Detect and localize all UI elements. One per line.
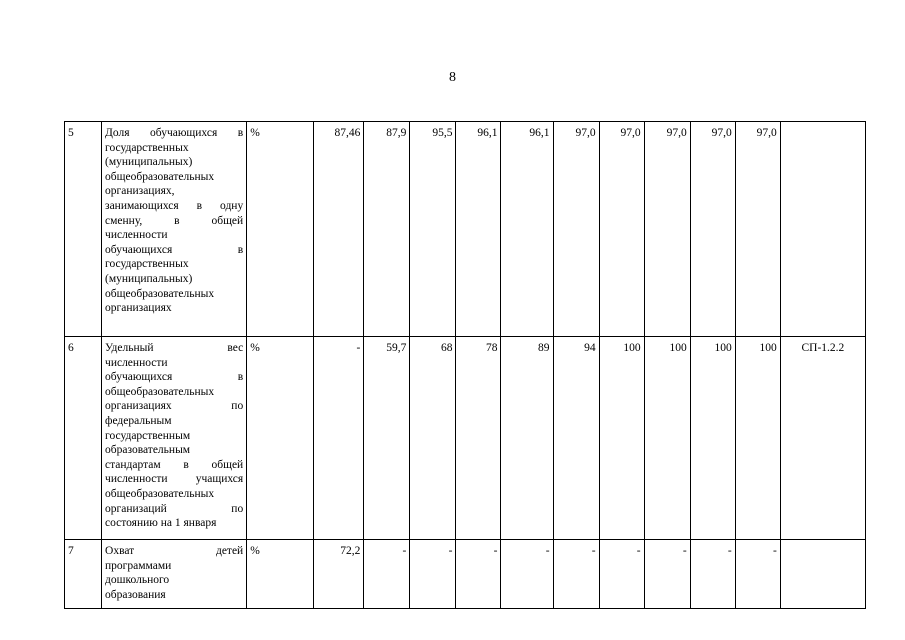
value-cell: 97,0 [599, 122, 644, 337]
indicator-name-line: численности [105, 229, 168, 242]
value-cell: 96,1 [501, 122, 553, 337]
indicator-name-line: состоянию на 1 января [105, 517, 217, 530]
indicator-name-line: обучающихся в [105, 371, 244, 384]
indicator-name-line: организациях по [105, 400, 244, 413]
table-row [65, 122, 866, 337]
indicator-name-line: численности учащихся [105, 473, 244, 486]
indicator-name-line: занимающихся в одну [105, 199, 244, 212]
value-cell: - [410, 540, 456, 609]
value-cell: - [314, 337, 364, 540]
value-cell: 72,2 [314, 540, 364, 609]
reference-cell: СП-1.2.2 [780, 337, 865, 540]
indicator-name-line: общеобразовательных [105, 487, 215, 500]
value-cell: 97,0 [644, 122, 690, 337]
unit-cell: % [247, 337, 314, 540]
table-row [65, 540, 866, 609]
indicator-name-line: стандартам в общей [105, 458, 244, 471]
row-number: 6 [65, 337, 102, 540]
value-cell: 87,9 [364, 122, 410, 337]
indicator-name-line: организациях [105, 302, 172, 315]
value-cell: 87,46 [314, 122, 364, 337]
value-cell: 100 [735, 337, 780, 540]
value-cell: 100 [644, 337, 690, 540]
row-number: 5 [65, 122, 102, 337]
value-cell: - [690, 540, 735, 609]
indicator-name-line: общеобразовательных [105, 170, 215, 183]
indicator-name [102, 540, 247, 609]
value-cell: - [599, 540, 644, 609]
table-row [65, 337, 866, 540]
indicator-name-line: Удельный вес [105, 342, 244, 354]
indicator-name-line: государственных [105, 258, 189, 271]
value-cell: 100 [599, 337, 644, 540]
reference-cell [780, 540, 865, 609]
value-cell: - [644, 540, 690, 609]
unit-cell: % [247, 540, 314, 609]
indicator-name-line: общеобразовательных [105, 385, 215, 398]
value-cell: 97,0 [553, 122, 599, 337]
value-cell: 97,0 [735, 122, 780, 337]
indicator-name-line: программами [105, 559, 172, 572]
indicator-name-line: государственных [105, 141, 189, 154]
indicator-name-line: общеобразовательных [105, 287, 215, 300]
value-cell: 94 [553, 337, 599, 540]
value-cell: - [501, 540, 553, 609]
value-cell: 95,5 [410, 122, 456, 337]
value-cell: - [553, 540, 599, 609]
page-number: 8 [449, 70, 456, 85]
value-cell: - [364, 540, 410, 609]
value-cell: 78 [456, 337, 501, 540]
reference-cell [780, 122, 865, 337]
indicator-name [102, 122, 247, 337]
indicator-name-line: федеральным [105, 414, 172, 427]
indicators-table [64, 121, 866, 609]
indicator-name-line: дошкольного [105, 574, 170, 587]
value-cell: 59,7 [364, 337, 410, 540]
value-cell: - [456, 540, 501, 609]
unit-cell: % [247, 122, 314, 337]
value-cell: 96,1 [456, 122, 501, 337]
indicator-name-line: государственным [105, 429, 191, 442]
value-cell: 89 [501, 337, 553, 540]
indicator-name-line: организациях, [105, 185, 175, 198]
indicator-name-line: обучающихся в [105, 243, 244, 256]
indicator-name-line: численности [105, 356, 168, 369]
row-number: 7 [65, 540, 102, 609]
value-cell: - [735, 540, 780, 609]
indicator-name-line: организаций по [105, 502, 244, 515]
indicator-name-line: Охват детей [105, 545, 244, 557]
value-cell: 100 [690, 337, 735, 540]
value-cell: 97,0 [690, 122, 735, 337]
indicator-name-line: (муниципальных) [105, 272, 193, 285]
indicator-name-line: сменну, в общей [105, 214, 244, 227]
value-cell: 68 [410, 337, 456, 540]
indicator-name-line: Доля обучающихся в [105, 127, 244, 139]
indicator-name-line: (муниципальных) [105, 156, 193, 169]
indicator-name-line: образовательным [105, 444, 191, 457]
indicator-name-line: образования [105, 588, 166, 601]
indicator-name [102, 337, 247, 540]
